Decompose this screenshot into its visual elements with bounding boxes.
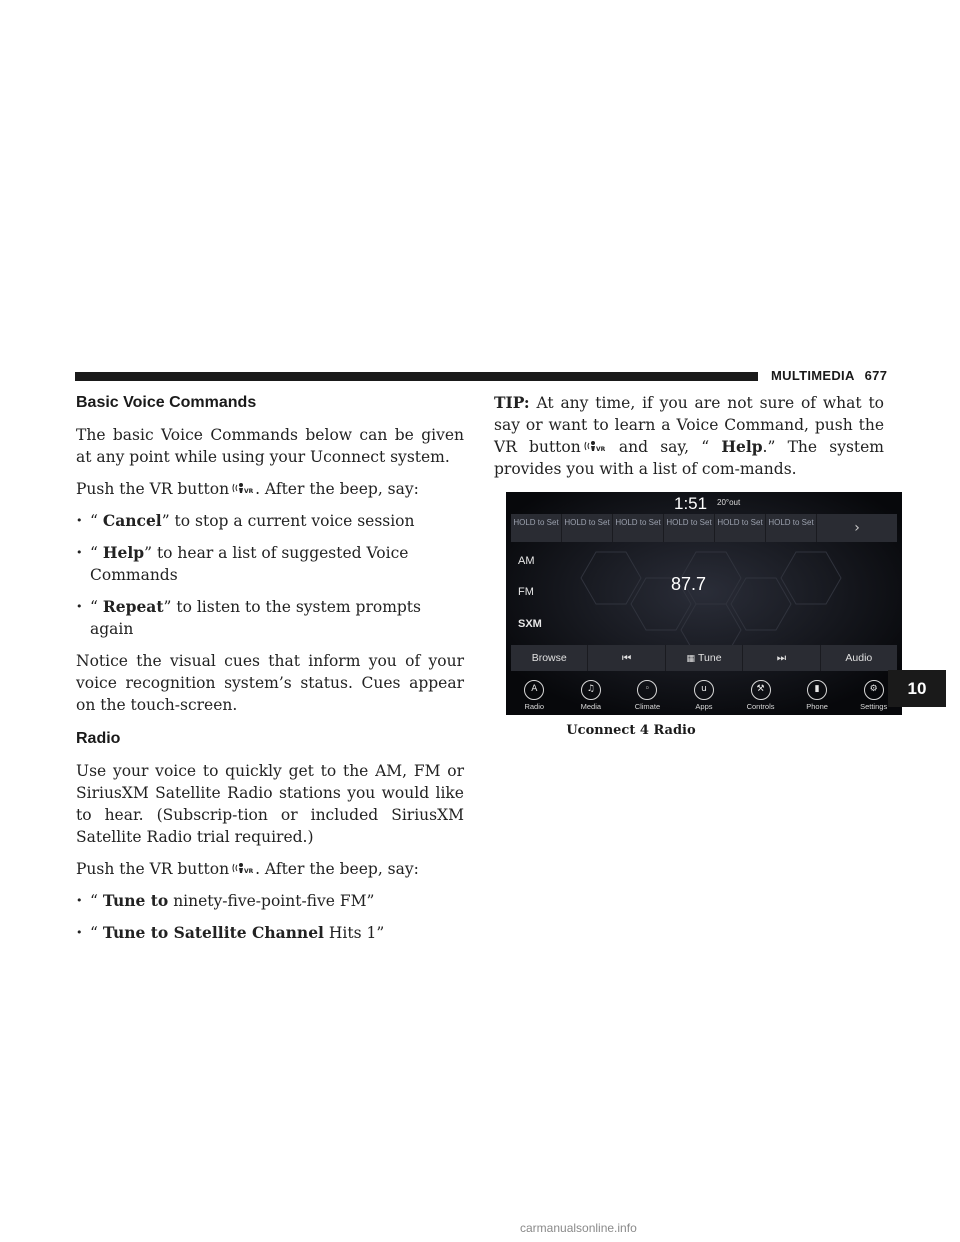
music-note-icon: ♫ [581,680,601,700]
section-title: MULTIMEDIA [771,368,855,383]
preset-button[interactable]: HOLD to Set [664,514,715,542]
vr-button-icon [582,439,606,453]
basic-voice-commands-heading: Basic Voice Commands [76,394,257,411]
command-tune-to: Tune to [102,891,169,910]
command-repeat: Repeat [102,597,164,616]
basic-intro: The basic Voice Commands below can be given at any point while using your Uconnect system. [76,426,464,466]
radio-heading: Radio [76,730,121,747]
apps-icon: u [694,680,714,700]
push-after-text: . After the beep, say: [255,860,419,878]
preset-button[interactable]: HOLD to Set [766,514,817,542]
band-am[interactable]: AM [518,555,535,567]
radio-icon: A [524,680,544,700]
basic-push-instruction [76,478,464,500]
dock-settings[interactable]: ⚙ Settings [849,677,899,715]
preset-button[interactable]: HOLD to Set [715,514,766,542]
tune-button[interactable]: ▦ Tune [666,645,743,671]
right-column [494,392,884,490]
chevron-right-icon[interactable]: › [854,520,860,536]
phone-signal-icon: ▮ [807,680,827,700]
svg-text:VR: VR [595,446,605,453]
chapter-tab: 10 [888,670,946,707]
band-sxm[interactable]: SXM [518,618,542,630]
command-help: Help [721,437,763,456]
gear-icon: ⚙ [864,680,884,700]
dock-radio[interactable]: A Radio [509,677,559,715]
seek-back-button[interactable]: ⏮ [588,645,665,671]
radio-push-instruction [76,858,464,880]
left-column [76,392,464,954]
uconnect-radio-screen [506,492,902,715]
page-number: 677 [864,368,888,383]
control-bar [511,645,897,671]
command-tune-satellite: Tune to Satellite Channel [102,923,324,942]
audio-button[interactable]: Audio [845,652,873,664]
seek-forward-button[interactable]: ⏭ [743,645,820,671]
list-item: • “ Tune to ninety-five-point-five FM” [76,891,375,910]
push-after-text: . After the beep, say: [255,480,419,498]
preset-button[interactable]: HOLD to Set [613,514,664,542]
preset-button[interactable]: HOLD to Set [511,514,562,542]
command-cancel: Cancel [102,511,162,530]
band-fm[interactable]: FM [518,586,534,598]
tip-label: TIP: [494,393,530,412]
dock-phone[interactable]: ▮ Phone [792,677,842,715]
vr-button-icon [230,861,254,875]
svg-text:VR: VR [244,868,254,875]
grid-icon: ▦ [686,654,695,664]
watermark: carmanualsonline.info [520,1221,637,1235]
list-item: • “ Cancel” to stop a current voice session [76,511,415,530]
figure-caption: Uconnect 4 Radio [566,723,696,738]
dock-controls[interactable]: ⚒ Controls [736,677,786,715]
header-rule [75,372,758,381]
app-dock [506,677,902,715]
list-item: • “ Help” to hear a list of suggested Voice Commands [76,543,409,584]
push-text: Push the VR button [76,480,230,498]
clock: 1:51 [674,494,708,513]
basic-notice: Notice the visual cues that inform you of your voice recognition system’s status. Cues appear on the touch-screen. [76,652,464,714]
radio-intro: Use your voice to quickly get to the AM, FM or SiriusXM Satellite Radio stations you would like to hear. (Subscrip-tion or included SiriusXM Satellite Radio trial required.) [76,762,464,846]
list-item: • “ Tune to Satellite Channel Hits 1” [76,923,385,942]
preset-bar [511,514,897,542]
command-help: Help [102,543,145,562]
tip-paragraph: TIP: At any time, if you are not sure of what to say or want to learn a Voice Command, push the VR button VR and say, “ Help.” The system provides you with a list of com-mands. [494,393,885,478]
dock-apps[interactable]: u Apps [679,677,729,715]
browse-button[interactable]: Browse [511,645,588,671]
dock-media[interactable]: ♫ Media [566,677,616,715]
running-header [771,368,887,383]
list-item: • “ Repeat” to listen to the system prompts again [76,597,421,638]
wrench-icon: ⚒ [751,680,771,700]
svg-text:VR: VR [244,488,254,495]
outside-temperature: 20°out [717,498,741,507]
basic-command-list [76,510,464,640]
climate-off-icon: ◦ [637,680,657,700]
radio-command-list [76,890,464,944]
frequency-display: 87.7 [671,574,707,594]
dock-climate[interactable]: ◦ Climate [622,677,672,715]
vr-button-icon [230,481,254,495]
push-text: Push the VR button [76,860,230,878]
preset-button[interactable]: HOLD to Set [562,514,613,542]
